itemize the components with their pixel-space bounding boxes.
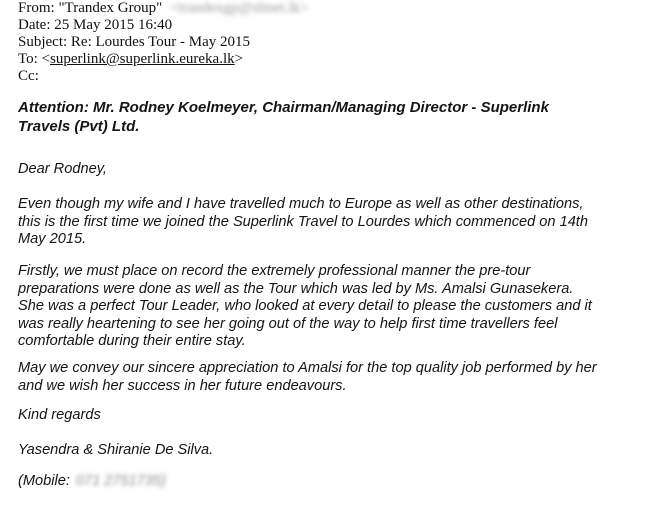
attention-line-1: Attention: Mr. Rodney Koelmeyer, Chairman/Managing Director - Superlink	[18, 99, 549, 116]
to-line	[18, 51, 309, 68]
date-value: 25 May 2015 16:40	[54, 17, 173, 33]
paragraph-3-line: and we wish her success in her future endeavours.	[18, 377, 347, 394]
to-bracket-open: <	[41, 51, 51, 67]
attention-block	[18, 98, 634, 136]
mobile-number-redacted: 071 2751735)	[75, 473, 166, 489]
paragraph-1	[18, 196, 634, 249]
paragraph-2-line: comfortable during their entire stay.	[18, 333, 246, 350]
mobile-label: (Mobile:	[18, 473, 70, 489]
closing: Kind regards	[18, 407, 101, 423]
signature: Yasendra & Shiranie De Silva.	[18, 442, 214, 458]
paragraph-2	[18, 263, 634, 351]
subject-line	[18, 34, 309, 51]
from-label: From:	[18, 0, 55, 16]
cc-label: Cc:	[18, 68, 39, 84]
mobile-line	[18, 473, 634, 491]
paragraph-2-line: She was a perfect Tour Leader, who looked at every detail to please the customers and it	[18, 298, 592, 315]
paragraph-2-line: was really heartening to see her going out of the way to help first time travellers feel	[18, 315, 558, 332]
to-bracket-close: >	[234, 51, 244, 67]
from-line	[18, 0, 309, 17]
date-line	[18, 17, 309, 34]
paragraph-1-line: Even though my wife and I have travelled much to Europe as well as other destinations,	[18, 196, 584, 212]
from-email-redacted: <trandexgp@sltnet.lk>	[169, 0, 309, 16]
paragraph-2-line: Firstly, we must place on record the extremely professional manner the pre-tour	[18, 263, 531, 279]
paragraph-3	[18, 360, 634, 395]
to-email-link[interactable]: superlink@superlink.eureka.lk	[50, 51, 235, 67]
paragraph-1-line: this is the first time we joined the Superlink Travel to Lourdes which commenced on 14th	[18, 213, 588, 230]
from-name: "Trandex Group"	[58, 0, 163, 16]
paragraph-1-line: May 2015.	[18, 231, 87, 248]
subject-value: Re: Lourdes Tour - May 2015	[70, 34, 250, 50]
subject-label: Subject:	[18, 34, 68, 50]
paragraph-2-line: preparations were done as well as the Tour which was led by Ms. Amalsi Gunasekera.	[18, 280, 574, 297]
salutation: Dear Rodney,	[18, 161, 107, 177]
to-label: To:	[18, 51, 38, 67]
date-label: Date:	[18, 17, 51, 33]
paragraph-3-line: May we convey our sincere appreciation to Amalsi for the top quality job performed by her	[18, 360, 597, 376]
cc-line	[18, 68, 309, 85]
attention-line-2: Travels (Pvt) Ltd.	[18, 118, 140, 135]
email-header	[18, 0, 309, 85]
